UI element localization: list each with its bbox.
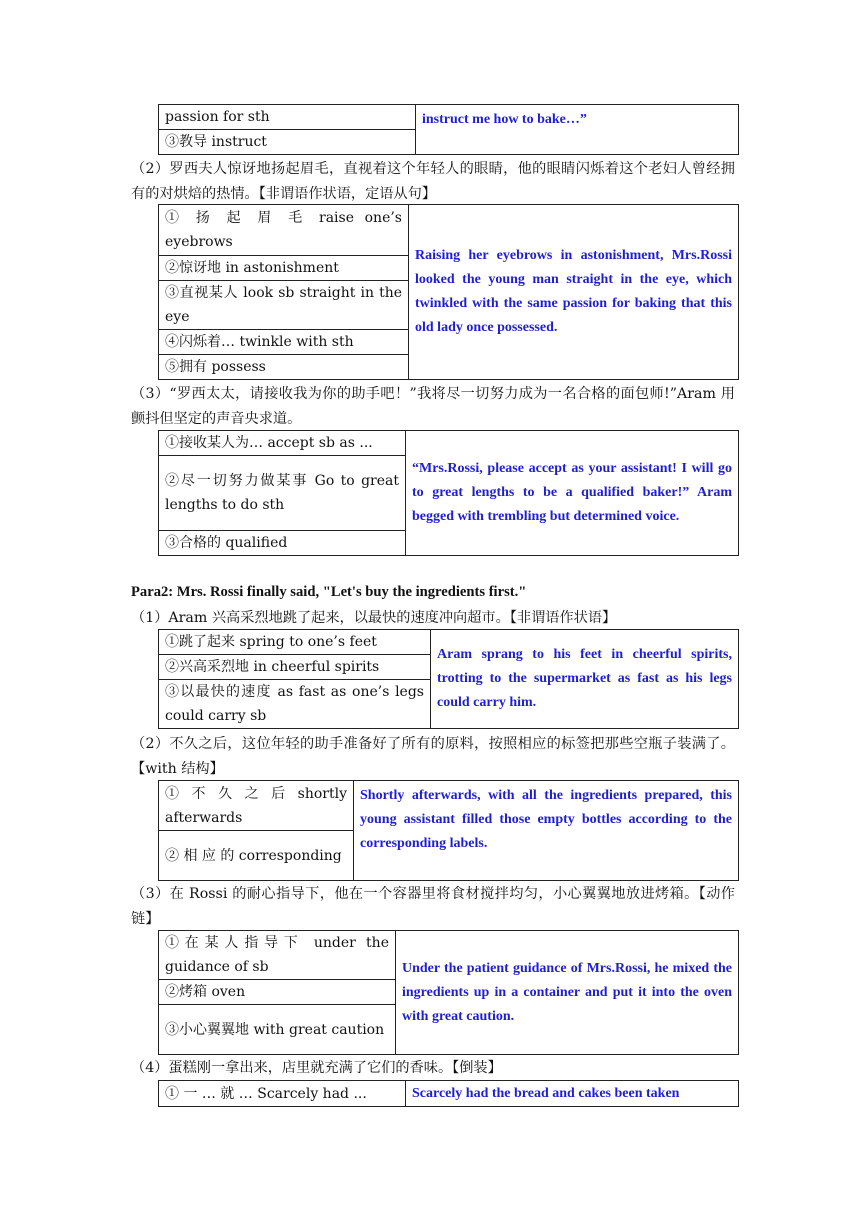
phrase-cell: ③合格的 qualified	[159, 531, 406, 556]
phrase-cell: ③以最快的速度 as fast as one’s legs could carry sb	[159, 680, 431, 729]
vocab-table-u1	[158, 629, 739, 729]
phrase-cell: ⑤拥有 possess	[159, 355, 409, 380]
phrase-cell: ②烤箱 oven	[159, 980, 396, 1005]
phrase-cell: ④闪烁着… twinkle with sth	[159, 330, 409, 355]
answer-cell: Aram sprang to his feet in cheerful spirits, trotting to the supermarket as fast as his legs could carry him.	[431, 630, 739, 729]
vocab-table-u3	[158, 930, 739, 1055]
answer-cell: Scarcely had the bread and cakes been taken	[406, 1081, 739, 1107]
vocab-table-u4	[158, 1080, 739, 1107]
phrase-cell: ② 相 应 的 corresponding	[159, 831, 354, 881]
answer-cell: “Mrs.Rossi, please accept as your assistant! I will go to great lengths to be a qualified baker!” Aram begged with trembling but determined voice.	[406, 431, 739, 556]
question-4: （4）蛋糕刚一拿出来，店里就充满了它们的香味。【倒装】	[131, 1060, 502, 1076]
phrase-cell: ②惊讶地 in astonishment	[159, 256, 409, 281]
phrase-cell: ①接收某人为… accept sb as ...	[159, 431, 406, 456]
phrase-cell: ②兴高采烈地 in cheerful spirits	[159, 655, 431, 680]
question-2: （2）罗西夫人惊讶地扬起眉毛，直视着这个年轻人的眼睛，他的眼睛闪烁着这个老妇人曾经拥有的对烘焙的热情。【非谓语作状语，定语从句】	[131, 161, 735, 202]
answer-cell: Shortly afterwards, with all the ingredients prepared, this young assistant filled those empty bottles according to the corresponding labels.	[354, 781, 739, 881]
question-3b: （3）在 Rossi 的耐心指导下，他在一个容器里将食材搅拌均匀，小心翼翼地放进烤箱。【动作链】	[131, 886, 735, 927]
vocab-table-2	[158, 204, 739, 380]
phrase-cell: ① 不 久 之 后 shortly afterwards	[159, 781, 354, 831]
phrase-cell: ③小心翼翼地 with great caution	[159, 1005, 396, 1055]
answer-cell: Raising her eyebrows in astonishment, Mrs.Rossi looked the young man straight in the eye, which twinkled with the same passion for baking that this old lady once possessed.	[409, 205, 739, 380]
phrase-cell: ②尽一切努力做某事 Go to great lengths to do sth	[159, 456, 406, 531]
phrase-cell: passion for sth	[159, 105, 416, 130]
phrase-cell: ③教导 instruct	[159, 130, 416, 155]
question-1: （1）Aram 兴高采烈地跳了起来，以最快的速度冲向超市。【非谓语作状语】	[131, 610, 617, 626]
answer-cell: Under the patient guidance of Mrs.Rossi, he mixed the ingredients up in a container and put it into the oven with great caution.	[396, 931, 739, 1055]
phrase-cell: ①跳了起来 spring to one’s feet	[159, 630, 431, 655]
answer-cell: instruct me how to bake…”	[416, 105, 739, 155]
phrase-cell: ① 一 … 就 … Scarcely had ...	[159, 1081, 406, 1107]
phrase-cell: ① 扬 起 眉 毛 raise one’s eyebrows	[159, 205, 409, 256]
section-heading: Para2: Mrs. Rossi finally said, "Let's buy the ingredients first."	[131, 584, 527, 600]
vocab-table-0	[158, 104, 739, 155]
phrase-cell: ①在某人指导下 under the guidance of sb	[159, 931, 396, 980]
vocab-table-3	[158, 430, 739, 556]
vocab-table-u2	[158, 780, 739, 881]
phrase-cell: ③直视某人 look sb straight in the eye	[159, 281, 409, 330]
question-2b: （2）不久之后，这位年轻的助手准备好了所有的原料，按照相应的标签把那些空瓶子装满了。【with 结构】	[131, 736, 735, 777]
question-3: （3）“罗西太太，请接收我为你的助手吧！”我将尽一切努力成为一名合格的面包师!”Aram 用颤抖但坚定的声音央求道。	[131, 386, 735, 427]
